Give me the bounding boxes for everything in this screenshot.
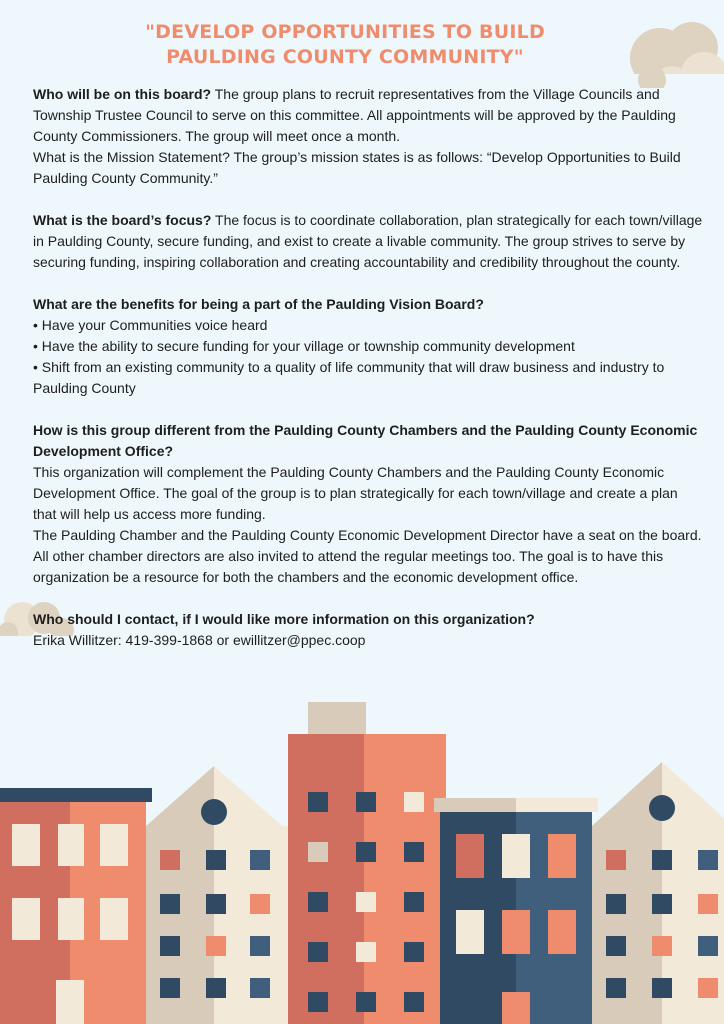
main-content xyxy=(33,84,703,651)
benefit-item-2: • Have the ability to secure funding for your village or township community development xyxy=(33,338,575,354)
red-building-left xyxy=(0,788,152,1024)
focus-question: What is the board’s focus? xyxy=(33,212,212,228)
benefit-item-3: • Shift from an existing community to a quality of life community that will draw business and industry to Paulding County xyxy=(33,359,665,396)
tall-salmon-building xyxy=(288,702,446,1024)
difference-question: How is this group different from the Paulding County Chambers and the Paulding County Economic Development Office? xyxy=(33,422,698,459)
page-title-line-1: "DEVELOP OPPORTUNITIES TO BUILD xyxy=(145,21,545,43)
contact-info: Erika Willitzer: 419-399-1868 or ewillitzer@ppec.coop xyxy=(33,632,366,648)
board-question: Who will be on this board? xyxy=(33,86,212,102)
mission-statement: What is the Mission Statement? The group’s mission states is as follows: “Develop Opportunities to Build Paulding County Community.” xyxy=(33,149,681,186)
page-title xyxy=(0,20,690,70)
page-title-line-2: PAULDING COUNTY COMMUNITY" xyxy=(166,46,524,68)
benefits-question: What are the benefits for being a part of the Paulding Vision Board? xyxy=(33,296,484,312)
difference-paragraph-1: This organization will complement the Paulding County Chambers and the Paulding County Economic Development Office. The goal of the group is to plan strategically for each town/village and create a plan that will help us access more funding. xyxy=(33,464,678,522)
board-paragraph xyxy=(33,84,703,147)
focus-paragraph xyxy=(33,210,703,273)
navy-building xyxy=(434,798,598,1024)
contact-question: Who should I contact, if I would like more information on this organization? xyxy=(33,611,535,627)
benefit-item-1: • Have your Communities voice heard xyxy=(33,317,268,333)
difference-paragraph-2: The Paulding Chamber and the Paulding County Economic Development Director have a seat on the board. All other chamber directors are also invited to attend the regular meetings too. The goal is to have this organization be a resource for both the chambers and the economic development office. xyxy=(33,527,702,585)
board-answer: The group plans to recruit representatives from the Village Councils and Township Trustee Council to serve on this committee. All appointments will be approved by the Paulding County Commissioners. The group will meet once a month. xyxy=(33,86,676,144)
focus-answer: The focus is to coordinate collaboration, plan strategically for each town/village in Paulding County, secure funding, and exist to create a livable community. The group strives to serve by securing funding, inspiring collaboration and creating accountability and credibility throughout the county. xyxy=(33,212,703,270)
skyline-illustration xyxy=(0,690,724,1024)
cream-house xyxy=(146,766,290,1024)
cream-house-right xyxy=(592,762,724,1024)
